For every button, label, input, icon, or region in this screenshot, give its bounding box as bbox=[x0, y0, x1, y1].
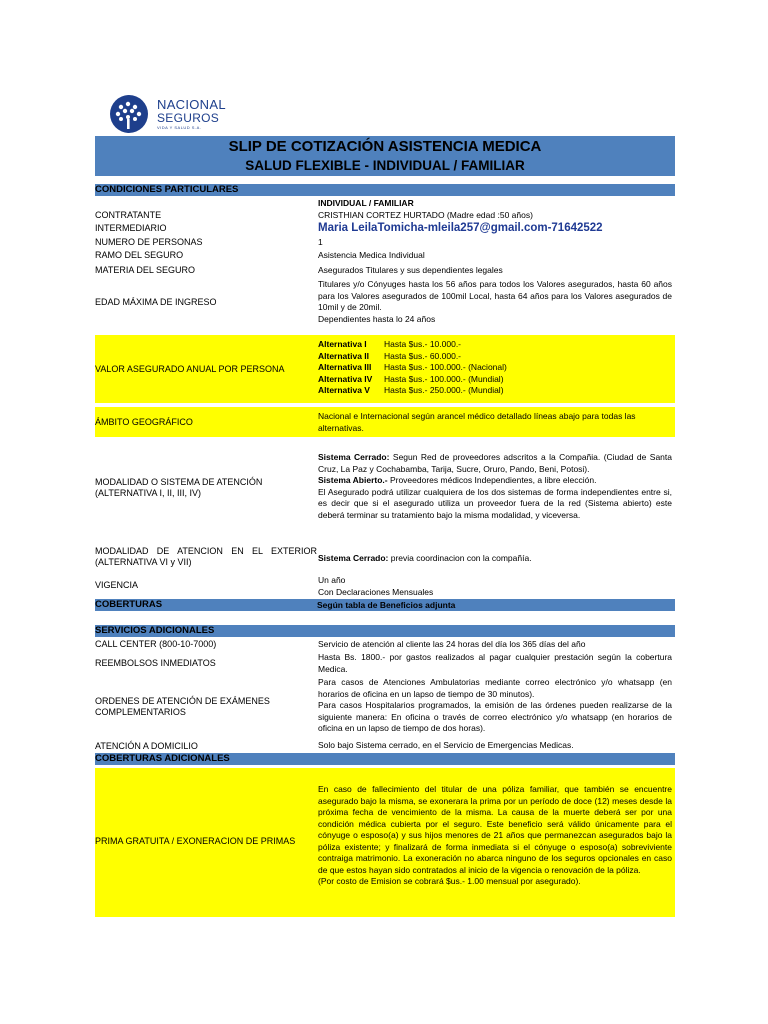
contratante-value: CRISTHIAN CORTEZ HURTADO (Madre edad :50 años) bbox=[318, 210, 533, 220]
alternativa-name: Alternativa I bbox=[318, 339, 367, 349]
vigencia-value bbox=[318, 575, 672, 598]
exterior-label: MODALIDAD DE ATENCION EN EL EXTERIOR (ALTERNATIVA VI y VII) bbox=[95, 546, 317, 567]
alternativa-value: Hasta $us.- 10.000.- bbox=[384, 339, 462, 349]
domicilio-label: ATENCIÓN A DOMICILIO bbox=[95, 741, 198, 751]
alternativa-name: Alternativa III bbox=[318, 362, 372, 372]
modalidad-cerrado-title: Sistema Cerrado: bbox=[318, 452, 390, 462]
section-servicios-bar bbox=[95, 625, 675, 637]
document-header bbox=[95, 136, 675, 176]
company-logo bbox=[106, 94, 236, 134]
alternativa-name: Alternativa II bbox=[318, 350, 370, 361]
alternativa-value: Hasta $us.- 250.000.- (Mundial) bbox=[384, 385, 504, 395]
vigencia-label: VIGENCIA bbox=[95, 580, 139, 590]
modalidad-label: MODALIDAD O SISTEMA DE ATENCIÓN (ALTERNATIVA I, II, III, IV) bbox=[95, 477, 263, 498]
modalidad-cerrado bbox=[318, 452, 672, 475]
valor-label: VALOR ASEGURADO ANUAL POR PERSONA bbox=[95, 364, 285, 374]
alternativa-row bbox=[318, 339, 672, 351]
personas-value: 1 bbox=[318, 237, 323, 247]
vigencia-value-1: Un año bbox=[318, 575, 346, 585]
ramo-label: RAMO DEL SEGURO bbox=[95, 250, 184, 260]
edad-value-text: Titulares y/o Cónyuges hasta los 56 años para todos los Valores asegurados, hasta 60 años para los Valores asegurados de 100mil Local, hasta 64 años para los Valores asegurados de 10mil y de 20mil. bbox=[318, 279, 672, 312]
tipo-value: INDIVIDUAL / FAMILIAR bbox=[318, 198, 414, 208]
ordenes-label: ORDENES DE ATENCIÓN DE EXÁMENES COMPLEMENTARIOS bbox=[95, 696, 270, 717]
alternativa-value: Hasta $us.- 100.000.- (Nacional) bbox=[384, 362, 507, 372]
ordenes-value bbox=[318, 677, 672, 735]
logo-line-1: NACIONAL bbox=[157, 97, 226, 112]
modalidad-abierto-title: Sistema Abierto.- bbox=[318, 475, 388, 485]
section-condiciones-bar bbox=[95, 184, 675, 196]
prima-value-costo: (Por costo de Emision se cobrará $us.- 1.00 mensual por asegurado). bbox=[318, 876, 581, 886]
edad-value bbox=[318, 279, 672, 325]
vigencia-value-2: Con Declaraciones Mensuales bbox=[318, 586, 434, 597]
prima-label: PRIMA GRATUITA / EXONERACION DE PRIMAS bbox=[95, 836, 296, 846]
prima-value-text: En caso de fallecimiento del titular de una póliza familiar, que también se encuentre asegurado bajo la misma, se exonerara la prima por un período de doce (12) meses desde la próxima fecha de vencimiento de la misma. La causa de la muerte deberá ser por una condición médica cubierta por el seguro. Este beneficio será válido únicamente para el cónyuge o esposo(a) y sus hijos menores de 21 años que permanezcan asegurados bajo la póliza existente; y finalizará de forma inmediata si el cónyuge o esposo(a) sobreviviente contraiga matrimonio. La exoneración no abarca ninguno de los seguros opcionales en caso de que estos hayan sido contratados al inicio de la vigencia o renovación de la póliza. bbox=[318, 784, 672, 875]
domicilio-value: Solo bajo Sistema cerrado, en el Servicio de Emergencias Medicas. bbox=[318, 740, 574, 750]
tree-logo-icon bbox=[106, 94, 152, 134]
section-coberturas-title: COBERTURAS bbox=[95, 599, 163, 610]
modalidad-abierto bbox=[318, 475, 672, 487]
document-subtitle: SALUD FLEXIBLE - INDIVIDUAL / FAMILIAR bbox=[245, 158, 525, 173]
ramo-value: Asistencia Medica Individual bbox=[318, 250, 425, 260]
reembolsos-label: REEMBOLSOS INMEDIATOS bbox=[95, 658, 216, 668]
section-servicios-title: SERVICIOS ADICIONALES bbox=[95, 625, 215, 636]
alternativa-name: Alternativa V bbox=[318, 385, 370, 395]
alternativas-list bbox=[318, 339, 672, 397]
alternativa-name: Alternativa IV bbox=[318, 373, 373, 384]
section-coberturas-adicionales-title: COBERTURAS ADICIONALES bbox=[95, 753, 230, 764]
ambito-value: Nacional e Internacional según arancel médico detallado líneas abajo para todas las alternativas. bbox=[318, 411, 636, 433]
intermediario-value: Maria LeilaTomicha-mleila257@gmail.com-71642522 bbox=[318, 222, 603, 234]
materia-value: Asegurados Titulares y sus dependientes legales bbox=[318, 265, 503, 275]
ordenes-value-1: Para casos de Atenciones Ambulatorias mediante correo electrónico y/o whatsapp (en horarios de oficina en un lapso de tiempo de 30 minutos). bbox=[318, 677, 672, 699]
section-coberturas-value: Según tabla de Beneficios adjunta bbox=[317, 600, 456, 610]
exterior-text: previa coordinacion con la compañía. bbox=[388, 553, 532, 563]
alternativa-row bbox=[318, 385, 672, 397]
exterior-title: Sistema Cerrado: bbox=[318, 553, 389, 563]
modalidad-abierto-text: Proveedores médicos Independientes, a libre elección. bbox=[387, 475, 597, 485]
exterior-value bbox=[318, 553, 672, 565]
alternativa-value: Hasta $us.- 60.000.- bbox=[384, 350, 462, 361]
reembolsos-value: Hasta Bs. 1800.- por gastos realizados al pagar cualquier prestación según la cobertura Medica. bbox=[318, 652, 672, 674]
modalidad-value bbox=[318, 452, 672, 521]
personas-label: NUMERO DE PERSONAS bbox=[95, 237, 203, 247]
alternativa-value: Hasta $us.- 100.000.- (Mundial) bbox=[384, 373, 504, 384]
logo-line-2: SEGUROS bbox=[157, 111, 220, 125]
logo-line-3: VIDA Y SALUD S.A. bbox=[157, 125, 202, 130]
alternativa-row bbox=[318, 374, 672, 386]
contratante-label: CONTRATANTE bbox=[95, 210, 162, 220]
modalidad-cerrado-text: Segun Red de proveedores adscritos a la Compañia. (Ciudad de Santa Cruz, La Paz y Cochabamba, Tarija, Sucre, Oruro, Pando, Beni, Potosi). bbox=[318, 452, 672, 474]
materia-label: MATERIA DEL SEGURO bbox=[95, 265, 196, 275]
ordenes-value-2: Para casos Hospitalarios programados, la emisión de las órdenes pueden realizarse de la siguiente manera: En oficina o través de correo electrónico y/o whatsapp (en horarios de oficina en un lapso de tiempo de dos horas). bbox=[318, 700, 672, 733]
section-condiciones-title: CONDICIONES PARTICULARES bbox=[95, 184, 239, 195]
edad-value-dependientes: Dependientes hasta lo 24 años bbox=[318, 313, 436, 324]
section-coberturas-adicionales-bar bbox=[95, 753, 675, 765]
document-title: SLIP DE COTIZACIÓN ASISTENCIA MEDICA bbox=[228, 138, 542, 155]
prima-value bbox=[318, 784, 672, 888]
intermediario-label: INTERMEDIARIO bbox=[95, 223, 167, 233]
edad-label: EDAD MÁXIMA DE INGRESO bbox=[95, 297, 217, 307]
section-coberturas-bar bbox=[95, 599, 675, 611]
callcenter-value: Servicio de atención al cliente las 24 horas del día los 365 días del año bbox=[318, 639, 586, 649]
ambito-label: ÁMBITO GEOGRÁFICO bbox=[95, 417, 193, 427]
alternativa-row bbox=[318, 351, 672, 363]
modalidad-text3: El Asegurado podrá utilizar cualquiera de los dos sistemas de forma independientes entre si, es decir que si el asegurado utiliza un proveedor fuera de la red (Sistema abierto) este deberá terminar su tratamiento bajo la misma modalidad, y viceversa. bbox=[318, 486, 672, 520]
alternativa-row bbox=[318, 362, 672, 374]
callcenter-label: CALL CENTER (800-10-7000) bbox=[95, 639, 217, 649]
